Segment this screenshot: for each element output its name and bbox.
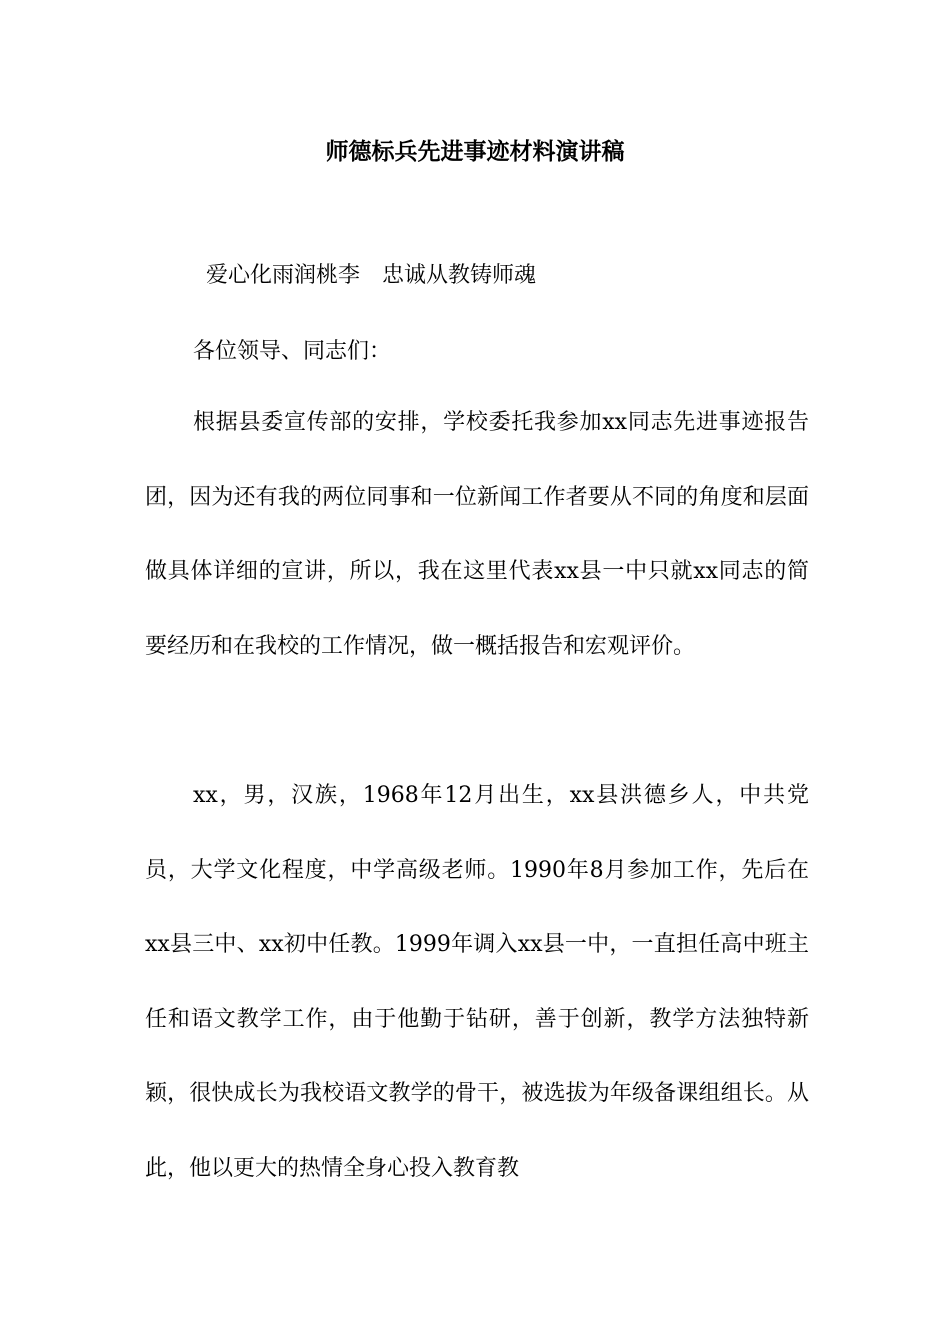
document-title: 师德标兵先进事迹材料演讲稿 [325,139,625,165]
paragraph-1: 根据县委宣传部的安排，学校委托我参加xx同志先进事迹报告团，因为还有我的两位同事和一位新闻工作者要从不同的角度和层面做具体详细的宣讲，所以，我在这里代表xx县一中只就xx同志的简要经历和在我校的工作情况，做一概括报告和宏观评价。 [145,410,809,659]
salutation: 各位领导、同志们： [193,339,392,364]
document-subtitle: 爱心化雨润桃李 忠诚从教铸师魂 [206,263,537,288]
paragraph-2: xx，男，汉族，1968年12月出生，xx县洪德乡人，中共党员，大学文化程度，中学高级老师。1990年8月参加工作，先后在xx县三中、xx初中任教。1999年调入xx县一中，一直担任高中班主任和语文教学工作，由于他勤于钻研，善于创新，教学方法独特新颖，很快成长为我校语文教学的骨干，被选拔为年级备课组组长。从此，他以更大的热情全身心投入教育教 [145,783,809,1181]
